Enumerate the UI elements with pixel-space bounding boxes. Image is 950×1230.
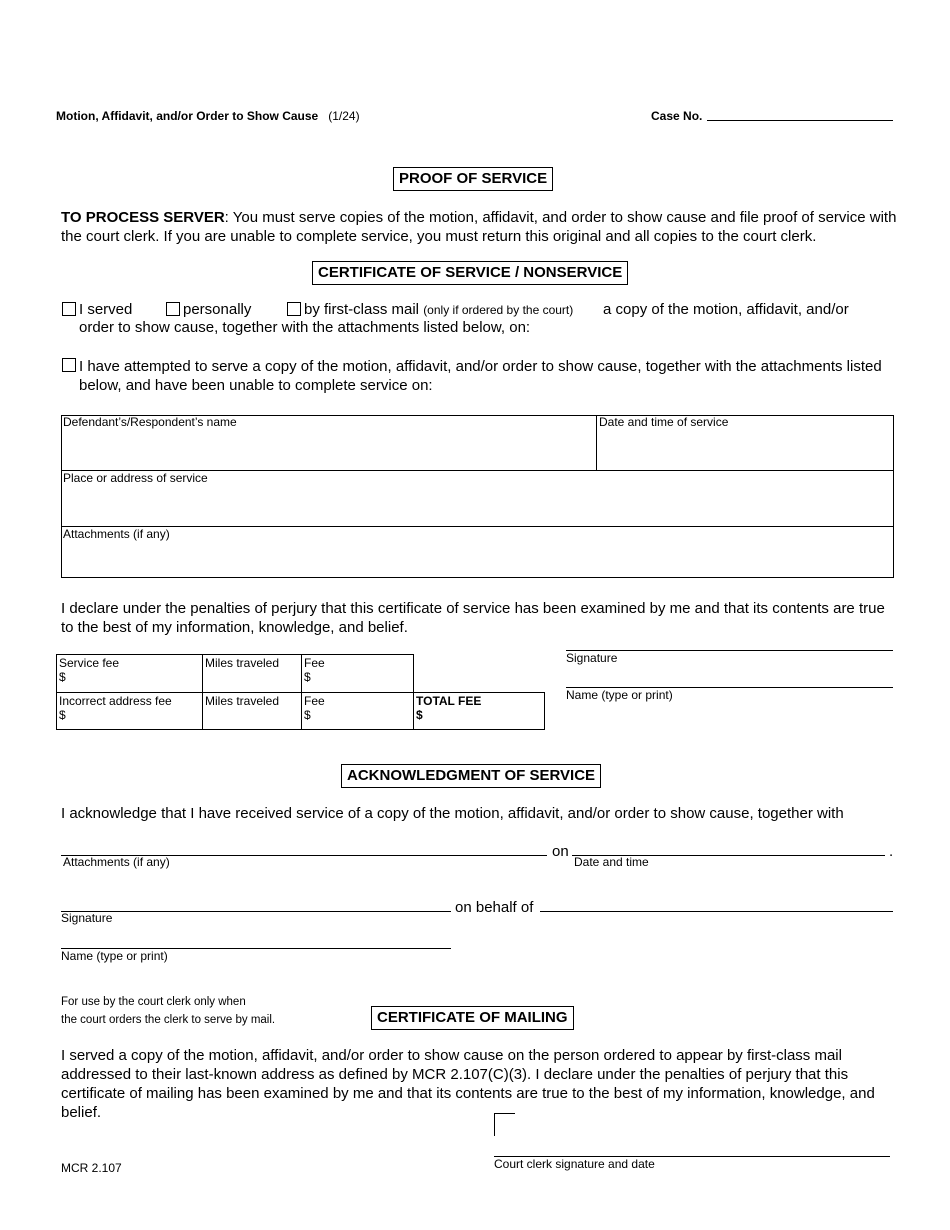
date-time-of-service-field[interactable]: [598, 430, 891, 468]
on-behalf-of-line[interactable]: [540, 911, 893, 912]
footer-rule: MCR 2.107: [61, 1161, 122, 1175]
incorrect-fee-dollar: $: [59, 708, 66, 722]
incorrect-address-fee-cell[interactable]: [56, 692, 203, 730]
fee-label: Fee: [304, 656, 325, 670]
ack-signature-line[interactable]: [61, 911, 451, 912]
table-divider: [61, 526, 893, 527]
fee-dollar: $: [304, 670, 311, 684]
attempted-checkbox[interactable]: [62, 358, 76, 372]
place-of-service-field[interactable]: [62, 486, 891, 524]
ack-attachments-label: Attachments (if any): [63, 855, 170, 869]
clerk-signature-label: Court clerk signature and date: [494, 1157, 655, 1171]
total-fee-dollar: $: [416, 708, 423, 722]
case-no-field[interactable]: [707, 120, 893, 121]
served-checkbox[interactable]: [62, 302, 76, 316]
certificate-of-mailing-title: CERTIFICATE OF MAILING: [371, 1006, 574, 1030]
served-label: I served: [79, 301, 133, 318]
miles-traveled-label: Miles traveled: [205, 656, 280, 670]
mail-label-note: (only if ordered by the court): [423, 303, 574, 317]
personally-label: personally: [183, 301, 252, 318]
certificate-of-service-title: CERTIFICATE OF SERVICE / NONSERVICE: [312, 261, 628, 285]
attachments-label: Attachments (if any): [63, 527, 170, 541]
fee-cell-1[interactable]: [301, 654, 414, 693]
defendant-name-field[interactable]: [62, 430, 594, 468]
server-signature-label: Signature: [566, 651, 618, 665]
mail-label-text: by first-class mail: [304, 301, 420, 318]
defendant-name-label: Defendant’s/Respondent’s name: [63, 415, 237, 429]
table-divider: [596, 415, 597, 470]
proof-of-service-title: PROOF OF SERVICE: [393, 167, 553, 191]
perjury-declaration: I declare under the penalties of perjury that this certificate of service has been examined by me and that its contents are true to the best of my information, knowledge, and belief.: [61, 600, 885, 636]
fee-cell-2[interactable]: [301, 692, 414, 730]
on-behalf-of-label: on behalf of: [455, 899, 534, 916]
fee-dollar: $: [304, 708, 311, 722]
place-of-service-label: Place or address of service: [63, 471, 208, 485]
first-class-mail-label: [304, 301, 573, 319]
form-revision: (1/24): [328, 109, 360, 123]
incorrect-address-fee-label: Incorrect address fee: [59, 694, 172, 708]
attempted-text: I have attempted to serve a copy of the motion, affidavit, and/or order to show cause, together with the attachments listed below, and have been unable to complete service on:: [79, 358, 882, 394]
total-fee-cell[interactable]: [413, 692, 545, 730]
ack-name-label: Name (type or print): [61, 949, 168, 963]
clerk-use-note: [61, 993, 275, 1029]
mailing-text: I served a copy of the motion, affidavit, and/or order to show cause on the person ordered to appear by first-class mail addressed to their last-known address as defined by MCR 2.107(C)(3). I declare under the penalties of perjury that this certificate of mailing has been examined by me and that its contents are true to the best of my information, knowledge, and belief.: [61, 1047, 875, 1121]
form-header: [56, 109, 360, 123]
served-continuation-1: a copy of the motion, affidavit, and/or: [603, 301, 849, 318]
fee-label: Fee: [304, 694, 325, 708]
miles-traveled-cell-1[interactable]: [202, 654, 302, 693]
personally-checkbox[interactable]: [166, 302, 180, 316]
service-fee-cell[interactable]: [56, 654, 203, 693]
first-class-mail-checkbox[interactable]: [287, 302, 301, 316]
instruction-lead: TO PROCESS SERVER: [61, 209, 225, 226]
miles-traveled-cell-2[interactable]: [202, 692, 302, 730]
ack-period: .: [889, 843, 894, 860]
total-fee-label: TOTAL FEE: [416, 694, 482, 708]
ack-signature-label: Signature: [61, 911, 113, 925]
service-fee-dollar: $: [59, 670, 66, 684]
ack-on-label: on: [552, 843, 569, 860]
ack-datetime-label: Date and time: [574, 855, 649, 869]
case-no-label: Case No.: [651, 109, 703, 123]
miles-traveled-label: Miles traveled: [205, 694, 280, 708]
server-name-label: Name (type or print): [566, 688, 673, 702]
instruction-text: : You must serve copies of the motion, affidavit, and order to show cause and file proof of service with the court clerk. If you are unable to complete service, you must return this original and all copies to the court clerk.: [61, 209, 897, 245]
date-time-of-service-label: Date and time of service: [599, 415, 729, 429]
acknowledgment-title: ACKNOWLEDGMENT OF SERVICE: [341, 764, 601, 788]
service-fee-label: Service fee: [59, 656, 120, 670]
form-title: Motion, Affidavit, and/or Order to Show Cause: [56, 109, 319, 123]
process-server-instructions: [61, 208, 901, 246]
clerk-signature-corner-mark: [494, 1113, 515, 1136]
clerk-note-line-1: For use by the court clerk only when: [61, 996, 246, 1008]
acknowledgment-text: I acknowledge that I have received service of a copy of the motion, affidavit, and/or order to show cause, together with: [61, 805, 844, 822]
clerk-note-line-2: the court orders the clerk to serve by mail.: [61, 1014, 276, 1026]
attachments-field[interactable]: [62, 542, 891, 575]
served-continuation-2: order to show cause, together with the attachments listed below, on:: [79, 319, 531, 336]
